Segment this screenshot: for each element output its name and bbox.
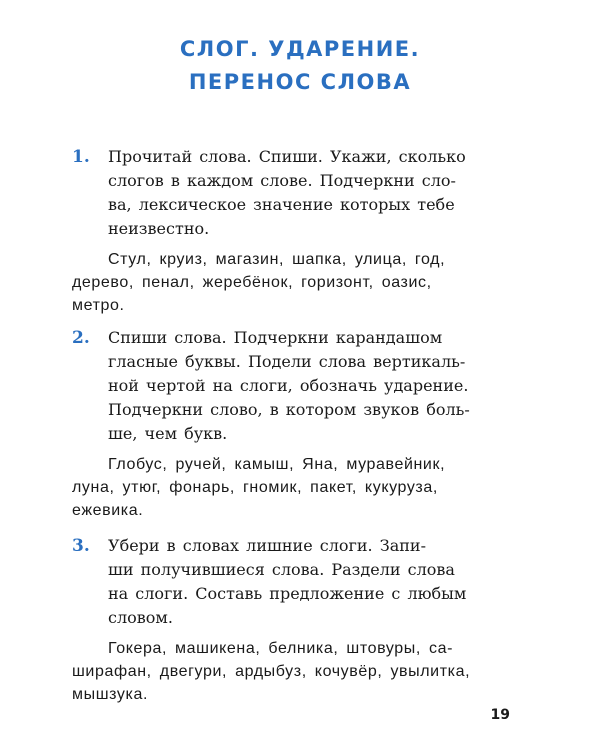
word-list	[72, 453, 516, 522]
word-line: мышзука.	[72, 686, 148, 703]
page-title	[0, 33, 600, 99]
task-line: на слоги. Составь предложение с любым	[108, 584, 467, 603]
task-line: Спиши слова. Подчеркни карандашом	[108, 328, 443, 347]
word-line: ежевика.	[72, 502, 144, 519]
task-line: Подчеркни слово, в котором звуков боль-	[108, 400, 470, 419]
word-line: Гокера, машикена, белника, штовуры, са-	[108, 640, 454, 657]
task-line: неизвестно.	[108, 219, 210, 238]
title-line-1: СЛОГ. УДАРЕНИЕ.	[179, 37, 421, 61]
task-line: словом.	[108, 608, 173, 627]
exercise-task	[108, 145, 516, 241]
task-line: ше, чем букв.	[108, 424, 228, 443]
task-line: ши получившиеся слова. Раздели слова	[108, 560, 455, 579]
task-line: гласные буквы. Подели слова вертикаль-	[108, 352, 466, 371]
exercise-1	[72, 145, 516, 317]
word-line: луна, утюг, фонарь, гномик, пакет, кукуруза,	[72, 479, 438, 496]
word-line: Стул, круиз, магазин, шапка, улица, год,	[108, 251, 446, 268]
word-line: Глобус, ручей, камыш, Яна, муравейник,	[108, 456, 446, 473]
word-line: ширафан, двегури, ардыбуз, кочувёр, увылитка,	[72, 663, 471, 680]
task-line: ной чертой на слоги, обозначь ударение.	[108, 376, 469, 395]
exercise-3	[72, 534, 516, 706]
exercise-number: 3.	[72, 536, 90, 556]
word-list	[72, 637, 516, 706]
task-line: Убери в словах лишние слоги. Запи-	[108, 536, 426, 555]
exercise-task	[108, 326, 516, 446]
exercise-2	[72, 326, 516, 522]
exercise-task	[108, 534, 516, 630]
page-number: 19	[490, 707, 510, 723]
word-line: метро.	[72, 297, 125, 314]
task-line: Прочитай слова. Спиши. Укажи, сколько	[108, 147, 466, 166]
task-line: ва, лексическое значение которых тебе	[108, 195, 455, 214]
task-line: слогов в каждом слове. Подчеркни сло-	[108, 171, 456, 190]
title-line-2: ПЕРЕНОС СЛОВА	[188, 70, 412, 94]
word-list	[72, 248, 516, 317]
exercise-number: 1.	[72, 147, 90, 167]
word-line: дерево, пенал, жеребёнок, горизонт, оазис,	[72, 274, 432, 291]
exercise-number: 2.	[72, 328, 90, 348]
